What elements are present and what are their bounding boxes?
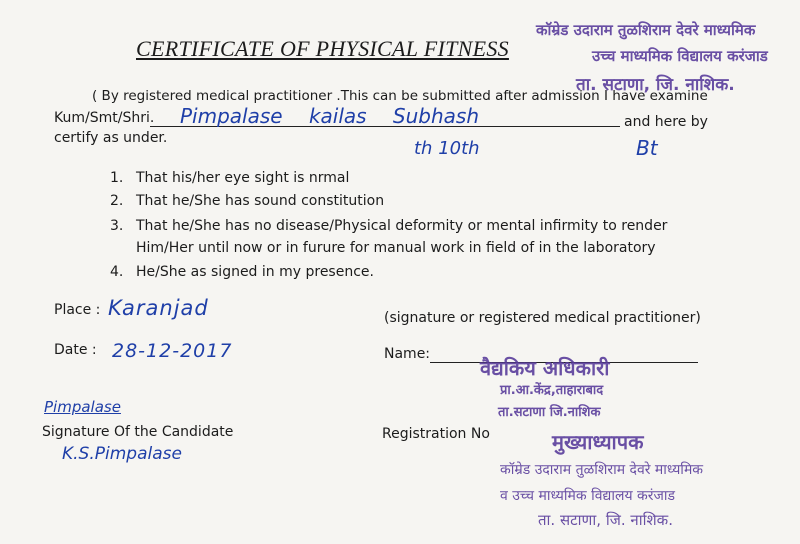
and-here-by-text: and here by — [624, 114, 708, 130]
intro-line1: ( By registered medical practitioner .This can be submitted after admission I have examine — [92, 88, 708, 104]
stamp-top-line1: कॉम्रेड उदाराम तुळशिराम देवरे माध्यमिक — [536, 21, 756, 39]
place-label: Place : — [54, 302, 101, 318]
date-label: Date : — [54, 342, 97, 358]
stamp-bottom-line2: व उच्च माध्यमिक विद्यालय करंजाड — [500, 488, 676, 504]
stamp-top-line3: ता. सटाणा, जि. नाशिक. — [576, 75, 735, 95]
stamp-bottom-line3: ता. सटाणा, जि. नाशिक. — [538, 511, 673, 529]
place-value: Karanjad — [108, 296, 209, 320]
list-item: 3. That he/She has no disease/Physical deformity or mental infirmity to render Him/Her until now or in furure for manual work in field of in the laboratory — [110, 218, 668, 256]
stamp-bottom-line1: कॉम्रेड उदाराम तुळशिराम देवरे माध्यमिक — [500, 462, 704, 478]
candidate-name-handwritten: Pimpalase kailas Subhash — [180, 104, 480, 128]
name-label: Name: — [384, 346, 431, 362]
list-item: 4. He/She as signed in my presence. — [110, 264, 374, 280]
registration-label: Registration No — [382, 426, 490, 442]
signature-registered-label: (signature or registered medical practitioner) — [384, 310, 701, 326]
candidate-signature: Pimpalase — [44, 398, 121, 416]
candidate-name-written: K.S.Pimpalase — [62, 444, 182, 464]
stamp-officer-line1: वैद्यकिय अधिकारी — [480, 356, 610, 380]
list-item: 1. That his/her eye sight is nrmal — [110, 170, 350, 186]
certify-text: certify as under. — [54, 130, 168, 146]
stamp-bottom-head: मुख्याध्यापक — [552, 430, 644, 454]
page-title: CERTIFICATE OF PHYSICAL FITNESS — [136, 36, 509, 61]
signature-candidate-label: Signature Of the Candidate — [42, 424, 234, 440]
stamp-officer-line3: ता.सटाणा जि.नाशिक — [498, 405, 601, 420]
date-value: 28-12-2017 — [112, 340, 233, 362]
kum-label: Kum/Smt/Shri. — [54, 110, 155, 126]
stamp-top-line2: उच्च माध्यमिक विद्यालय करंजाड — [592, 47, 768, 65]
stamp-officer-line2: प्रा.आ.केंद्र,ताहाराबाद — [500, 383, 604, 398]
list-item-continuation: Him/Her until now or in furure for manual work in field of in the laboratory — [136, 240, 656, 256]
class-handwritten: th 10th — [414, 138, 480, 159]
result-handwritten: Bt — [636, 136, 658, 160]
list-item: 2. That he/She has sound constitution — [110, 193, 385, 209]
